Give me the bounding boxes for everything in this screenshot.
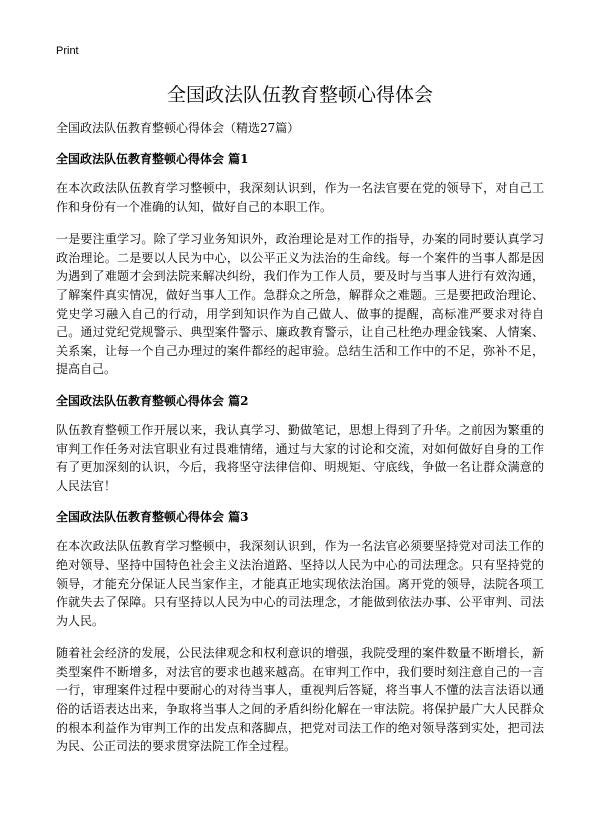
paragraph: 一是要注重学习。除了学习业务知识外，政治理论是对工作的指导，办案的同时要认真学习政治理论。二是要以人民为中心，以公平正义为法治的生命线。每一个案件的当事人都是因为遇到了难题才会到法院来解决纠纷，我们作为工作人员，要及时与当事人进行有效沟通，了解案件真实情况，做好当事人工作。急群众之所急，解群众之难题。三是要把政治理论、党史学习融入自己的行动，用学到知识作为自己做人、做事的提醒，高标准严要求对待自己。通过党纪党规警示、典型案件警示、廉政教育警示，让自己杜绝办理金钱案、人情案、关系案，让每一个自己办理过的案件都经的起审验。总结生活和工作中的不足，弥补不足，提高自己。 (56, 232, 544, 377)
paragraph: 队伍教育整顿工作开展以来，我认真学习、勤做笔记，思想上得到了升华。之前因为繁重的审判工作任务对法官职业有过畏难情绪，通过与大家的讨论和交流，对如何做好自身的工作有了更加深刻的认识，今后，我将坚守法律信仰、明规矩、守底线，争做一名让群众满意的人民法官！ (56, 422, 544, 493)
document-subtitle: 全国政法队伍教育整顿心得体会（精选27篇） (56, 121, 300, 135)
section-heading: 全国政法队伍教育整顿心得体会 篇3 (56, 510, 249, 525)
section-3 (56, 509, 544, 756)
paragraph: 在本次政法队伍教育学习整顿中，我深刻认识到，作为一名法官要在党的领导下，对自己工作和身份有一个准确的认知，做好自己的本职工作。 (56, 181, 544, 214)
section-2 (56, 393, 544, 495)
print-label[interactable]: Print (56, 45, 79, 57)
paragraph: 随着社会经济的发展，公民法律观念和权利意识的增强，我院受理的案件数量不断增长，新类型案件不断增多，对法官的要求也越来越高。在审判工作中，我们要时刻注意自己的一言一行，审理案件过程中要耐心的对待当事人，重视判后答疑，将当事人不懂的法言法语以通俗的话语表达出来，争取将当事人之间的矛盾纠纷化解在一审法院。将保护最广大人民群众的根本利益作为审判工作的出发点和落脚点，把党对司法工作的绝对领导落到实处，把司法为民、公正司法的要求贯穿法院工作全过程。 (56, 646, 544, 754)
document-title: 全国政法队伍教育整顿心得体会 (166, 84, 433, 106)
section-heading: 全国政法队伍教育整顿心得体会 篇1 (56, 152, 249, 166)
section-1 (56, 151, 544, 379)
section-heading: 全国政法队伍教育整顿心得体会 篇2 (56, 393, 249, 408)
paragraph: 在本次政法队伍教育学习整顿中，我深刻认识到，作为一名法官必须要坚持党对司法工作的绝对领导、坚持中国特色社会主义法治道路、坚持以人民为中心的司法理念。只有坚持党的领导，才能充分保证人民当家作主，才能真正地实现依法治国。离开党的领导，法院各项工作就失去了保障。只有坚持以人民为中心的司法理念，才能做到依法办事、公平审判、司法为人民。 (56, 539, 544, 628)
